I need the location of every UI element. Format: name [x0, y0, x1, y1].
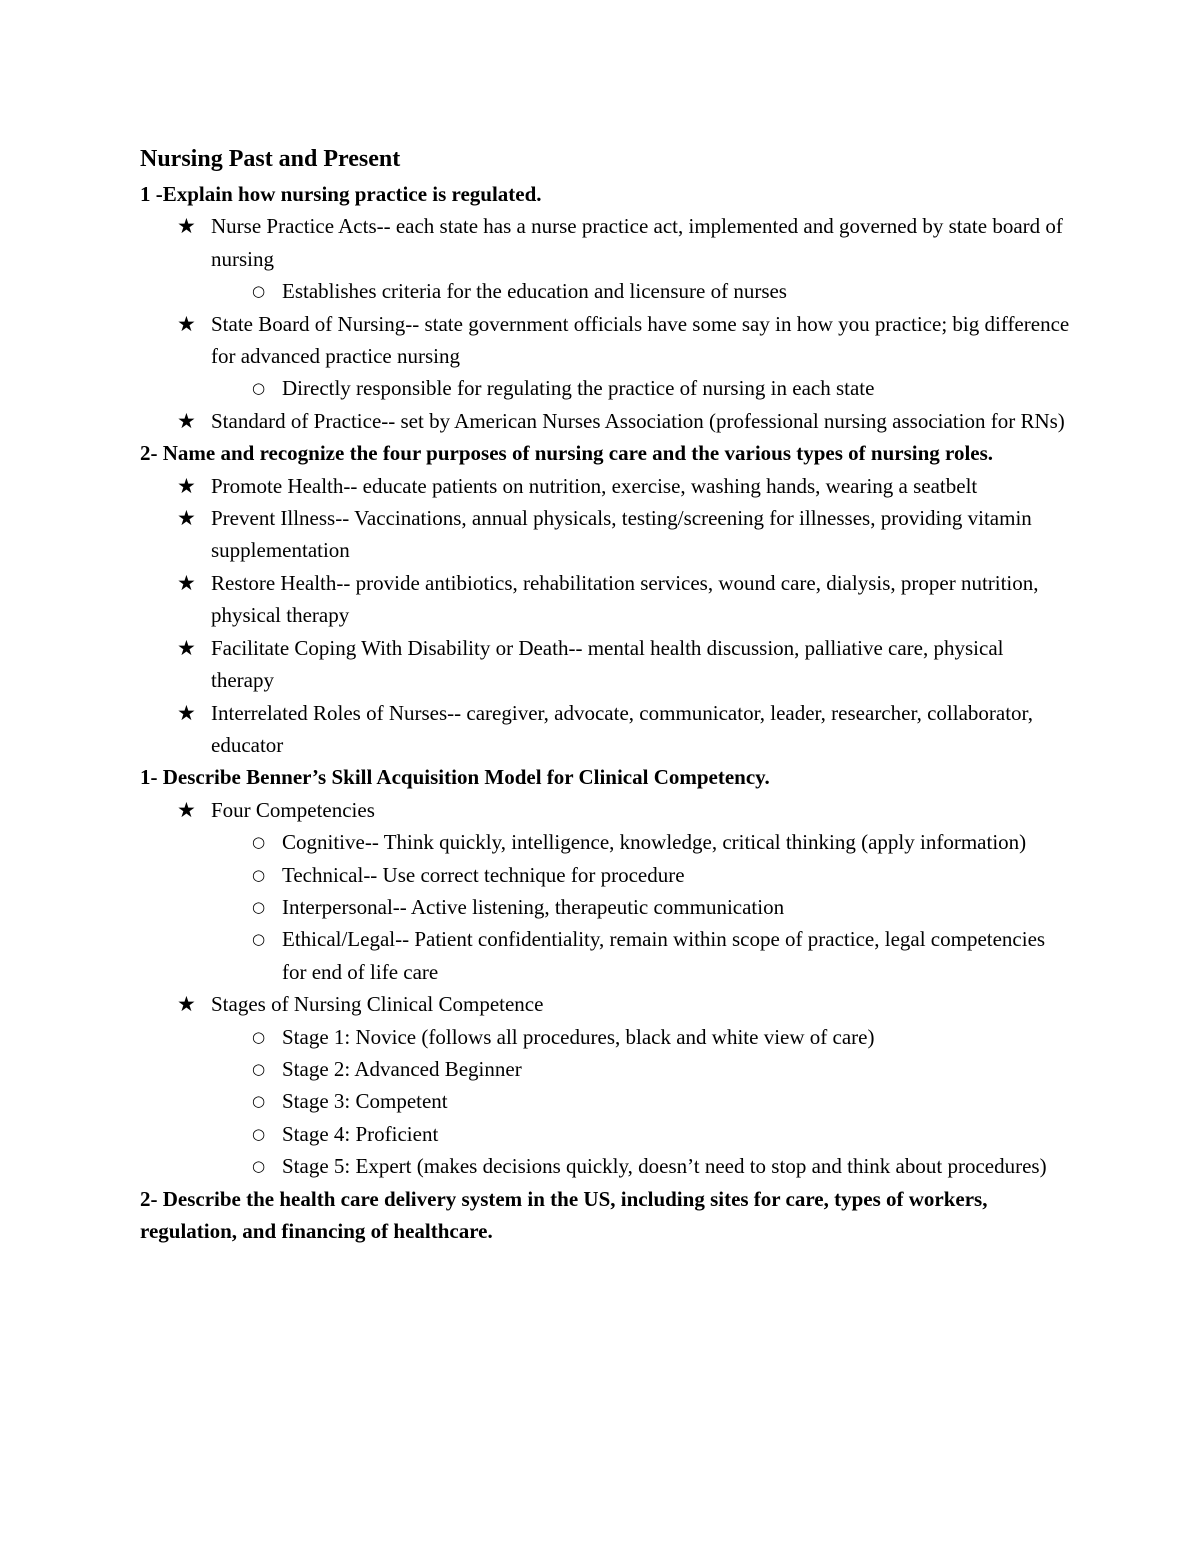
sub-list-item [140, 1053, 1070, 1085]
circle-bullet-icon: ○ [252, 833, 266, 852]
list-item [140, 308, 1070, 373]
sub-list-item-text: Directly responsible for regulating the practice of nursing in each state [282, 376, 875, 401]
circle-bullet-icon: ○ [252, 1157, 266, 1176]
sub-list-item [140, 275, 1070, 307]
document-page [140, 142, 1070, 1247]
star-bullet-icon: ★ [177, 797, 196, 822]
star-bullet-icon: ★ [177, 214, 196, 239]
list-item-text: Four Competencies [211, 797, 375, 822]
sub-list-item-text: Stage 3: Competent [282, 1089, 448, 1114]
sub-list-item-text: Stage 5: Expert (makes decisions quickly, doesn’t need to stop and think about procedures) [282, 1154, 1047, 1179]
section-2-list [140, 470, 1070, 762]
list-item-text: Interrelated Roles of Nurses-- caregiver, advocate, communicator, leader, researcher, collaborator, educator [211, 700, 1033, 757]
document-title: Nursing Past and Present [140, 146, 401, 172]
circle-bullet-icon: ○ [252, 1059, 266, 1078]
circle-bullet-icon: ○ [252, 1027, 266, 1046]
circle-bullet-icon: ○ [252, 282, 266, 301]
list-item [140, 567, 1070, 632]
sub-list-item [140, 923, 1070, 988]
section-3-heading: 1- Describe Benner’s Skill Acquisition Model for Clinical Competency. [140, 765, 770, 790]
sub-list-item-text: Cognitive-- Think quickly, intelligence, knowledge, critical thinking (apply information) [282, 830, 1027, 855]
sub-list-item-text: Technical-- Use correct technique for procedure [282, 862, 685, 887]
list-item [140, 697, 1070, 762]
list-item [140, 405, 1070, 437]
sub-list-item-text: Ethical/Legal-- Patient confidentiality, remain within scope of practice, legal competencies for end of life care [282, 927, 1046, 984]
sub-list-item [140, 826, 1070, 858]
sub-list-item-text: Interpersonal-- Active listening, therapeutic communication [282, 894, 785, 919]
list-item [140, 210, 1070, 275]
list-item-text: Prevent Illness-- Vaccinations, annual physicals, testing/screening for illnesses, providing vitamin supplementation [211, 506, 1032, 563]
list-item-text: Stages of Nursing Clinical Competence [211, 992, 544, 1017]
sub-list-item-text: Stage 4: Proficient [282, 1121, 439, 1146]
star-bullet-icon: ★ [177, 506, 196, 531]
star-bullet-icon: ★ [177, 635, 196, 660]
star-bullet-icon: ★ [177, 408, 196, 433]
sub-list-item [140, 1021, 1070, 1053]
list-item-text: Promote Health-- educate patients on nutrition, exercise, washing hands, wearing a seatbelt [211, 473, 978, 498]
sub-list-item-text: Establishes criteria for the education and licensure of nurses [282, 279, 787, 304]
star-bullet-icon: ★ [177, 311, 196, 336]
list-item [140, 470, 1070, 502]
section-1-list [140, 210, 1070, 437]
sub-list-item [140, 891, 1070, 923]
sub-list-item [140, 1085, 1070, 1117]
section-1-heading: 1 -Explain how nursing practice is regulated. [140, 182, 542, 206]
star-bullet-icon: ★ [177, 992, 196, 1017]
sub-list-item [140, 1150, 1070, 1182]
star-bullet-icon: ★ [177, 700, 196, 725]
list-item-text: Facilitate Coping With Disability or Death-- mental health discussion, palliative care, physical therapy [211, 635, 1004, 693]
sub-list-item-text: Stage 2: Advanced Beginner [282, 1056, 522, 1081]
section-3-list [140, 794, 1070, 1183]
star-bullet-icon: ★ [177, 473, 196, 498]
star-bullet-icon: ★ [177, 570, 196, 595]
list-item [140, 988, 1070, 1020]
circle-bullet-icon: ○ [252, 930, 266, 949]
list-item-text: State Board of Nursing-- state government officials have some say in how you practice; big difference for advanced practice nursing [211, 311, 1070, 369]
list-item-text: Standard of Practice-- set by American Nurses Association (professional nursing association for RNs) [211, 408, 1065, 433]
circle-bullet-icon: ○ [252, 379, 266, 398]
sub-list-item [140, 859, 1070, 891]
sub-list-item-text: Stage 1: Novice (follows all procedures, black and white view of care) [282, 1024, 875, 1049]
circle-bullet-icon: ○ [252, 1124, 266, 1143]
list-item-text: Nurse Practice Acts-- each state has a nurse practice act, implemented and governed by state board of nursing [211, 214, 1063, 271]
section-2-heading: 2- Name and recognize the four purposes of nursing care and the various types of nursing roles. [140, 441, 994, 466]
list-item [140, 632, 1070, 697]
section-4-heading: 2- Describe the health care delivery system in the US, including sites for care, types of workers, regulation, and financing of healthcare. [140, 1186, 988, 1243]
circle-bullet-icon: ○ [252, 897, 266, 916]
list-item-text: Restore Health-- provide antibiotics, rehabilitation services, wound care, dialysis, proper nutrition, physical therapy [211, 570, 1039, 628]
list-item [140, 502, 1070, 567]
circle-bullet-icon: ○ [252, 1092, 266, 1111]
list-item [140, 794, 1070, 826]
sub-list-item [140, 1118, 1070, 1150]
circle-bullet-icon: ○ [252, 865, 266, 884]
sub-list-item [140, 372, 1070, 404]
